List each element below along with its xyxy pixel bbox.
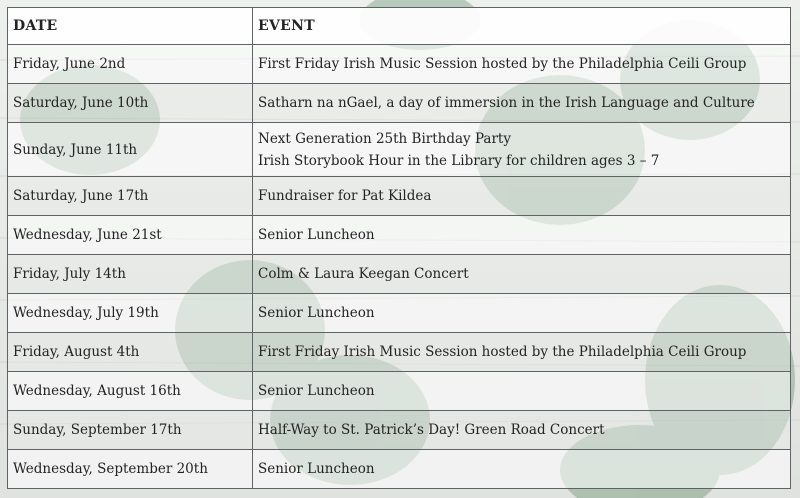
- event-text: Senior Luncheon: [258, 305, 375, 321]
- event-cell: [253, 333, 791, 372]
- date-cell: Sunday, June 11th: [8, 123, 253, 177]
- event-text: Next Generation 25th Birthday Party: [258, 130, 511, 147]
- table-row: [8, 84, 791, 123]
- table-row: [8, 123, 791, 177]
- events-table-container: [7, 7, 790, 489]
- date-cell: Sunday, September 17th: [8, 411, 253, 450]
- event-cell: [253, 372, 791, 411]
- event-cell: [253, 84, 791, 123]
- event-text: First Friday Irish Music Session hosted by the Philadelphia Ceili Group: [258, 344, 747, 360]
- table-header-row: [8, 8, 791, 45]
- event-text: First Friday Irish Music Session hosted by the Philadelphia Ceili Group: [258, 56, 747, 72]
- table-row: [8, 411, 791, 450]
- event-cell: [253, 123, 791, 177]
- event-cell: [253, 177, 791, 216]
- table-row: [8, 372, 791, 411]
- table-row: [8, 450, 791, 489]
- date-cell: Wednesday, August 16th: [8, 372, 253, 411]
- table-row: [8, 45, 791, 84]
- event-text: Senior Luncheon: [258, 383, 375, 399]
- event-text: Senior Luncheon: [258, 461, 375, 477]
- event-text: Senior Luncheon: [258, 227, 375, 243]
- date-cell: Friday, August 4th: [8, 333, 253, 372]
- date-cell: Wednesday, June 21st: [8, 216, 253, 255]
- events-table: [7, 7, 791, 489]
- table-row: [8, 216, 791, 255]
- event-cell: [253, 294, 791, 333]
- event-cell: [253, 45, 791, 84]
- date-cell: Friday, June 2nd: [8, 45, 253, 84]
- event-text: Colm & Laura Keegan Concert: [258, 266, 469, 282]
- event-column-header: EVENT: [253, 8, 791, 45]
- date-cell: Saturday, June 10th: [8, 84, 253, 123]
- event-text: Satharn na nGael, a day of immersion in the Irish Language and Culture: [258, 95, 755, 111]
- date-cell: Wednesday, July 19th: [8, 294, 253, 333]
- event-text: Irish Storybook Hour in the Library for children ages 3 – 7: [258, 152, 660, 169]
- date-column-header: DATE: [8, 8, 253, 45]
- event-text: Fundraiser for Pat Kildea: [258, 188, 432, 204]
- event-cell: [253, 216, 791, 255]
- table-row: [8, 333, 791, 372]
- event-text: Half-Way to St. Patrick’s Day! Green Road Concert: [258, 422, 605, 438]
- event-cell: [253, 450, 791, 489]
- date-cell: Saturday, June 17th: [8, 177, 253, 216]
- date-cell: Friday, July 14th: [8, 255, 253, 294]
- table-row: [8, 255, 791, 294]
- event-cell: [253, 255, 791, 294]
- date-cell: Wednesday, September 20th: [8, 450, 253, 489]
- table-row: [8, 177, 791, 216]
- event-cell: [253, 411, 791, 450]
- table-row: [8, 294, 791, 333]
